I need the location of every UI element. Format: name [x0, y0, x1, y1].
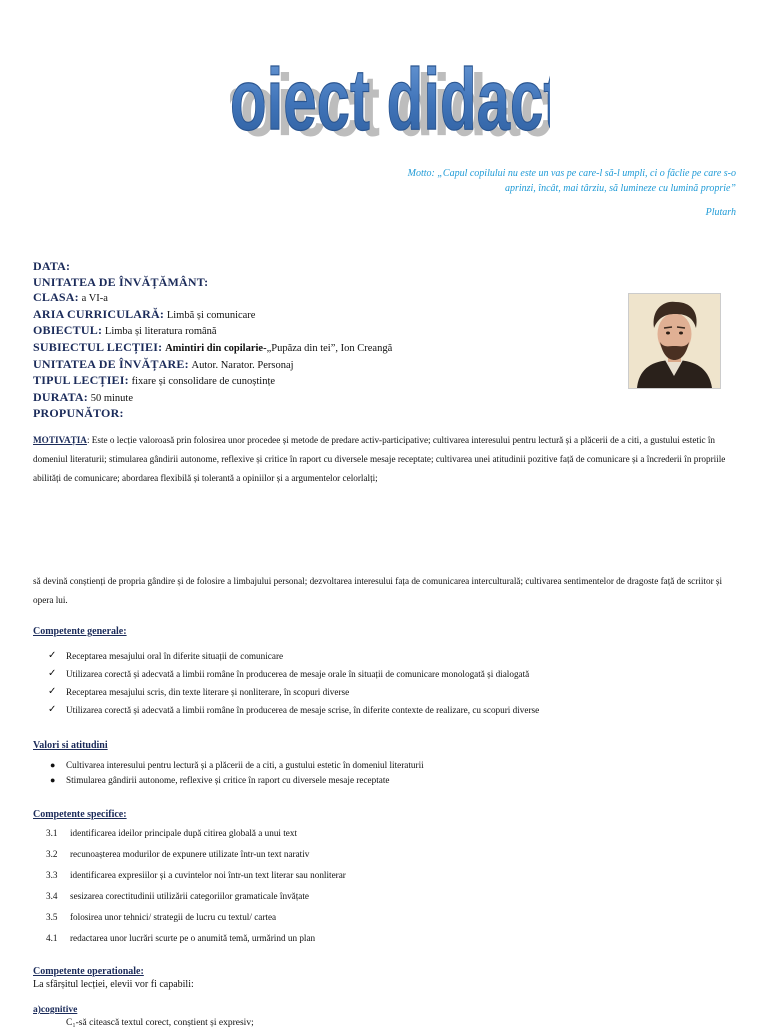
tipul-value: fixare și consolidare de cunoștințe: [131, 376, 276, 388]
list-item: ● Cultivarea interesului pentru lectură și a plăcerii de a citi, a gustului estetic în domeniul literaturii: [48, 758, 748, 773]
subiect-value: „Pupăza din tei”, Ion Creangă: [266, 342, 393, 354]
list-item: 3.3 identificarea expresiilor și a cuvintelor noi într-un text literar sau nonliterar: [46, 870, 346, 880]
motto-author: Plutarh: [705, 207, 736, 218]
operationale-intro: La sfârșitul lecției, elevii vor fi capabili:: [33, 979, 194, 990]
propunator-label: PROPUNĂTOR:: [33, 406, 124, 421]
tipul-label: TIPUL LECȚIEI:: [33, 373, 129, 388]
list-item: 3.1 identificarea ideilor principale după citirea globală a unui text: [46, 828, 298, 838]
list-item: ✓ Utilizarea corectă și adecvată a limbii române în producerea de mesaje orale în situații de comunicare monologată și dialogată: [48, 665, 748, 683]
unitate-label: UNITATEA DE ÎNVĂȚĂMÂNT:: [33, 274, 209, 289]
list-item: 4.1 redactarea unor lucrări scurte pe o anumită temă, urmărind un plan: [46, 933, 316, 943]
title-text: oiect didac: [230, 50, 544, 149]
list-item: 3.2 recunoașterea modurilor de expunere utilizate într-un text narativ: [46, 849, 310, 859]
list-item: ✓ Receptarea mesajului scris, din texte literare și nonliterare, în scopuri diverse: [48, 683, 748, 701]
portrait-image: [629, 294, 720, 388]
motto: [316, 166, 736, 220]
aria-value: Limbă și comunicare: [166, 309, 256, 321]
check-icon: ✓: [48, 686, 57, 697]
competente-specifice-title: Competente specifice:: [33, 809, 127, 820]
list-item: ✓ Receptarea mesajului oral în diferite situații de comunicare: [48, 647, 748, 665]
cognitive-item-c1: C₁-să citească textul corect, conștient și expresiv;: [66, 1018, 254, 1028]
list-item: 3.4 sesizarea corectitudinii utilizării categoriilor gramaticale învățate: [46, 891, 310, 901]
title-art: [230, 34, 550, 154]
wordart-title: [230, 34, 550, 154]
subiect-label: SUBIECTUL LECȚIEI:: [33, 339, 163, 354]
title-shadow: oiect dida: [239, 56, 521, 154]
valori-title: Valori si atitudini: [33, 740, 108, 751]
bullet-icon: ●: [50, 760, 56, 770]
motto-line-1: Motto: „Capul copilului nu este un vas pe care-l să-l umpli, ci o făclie pe care s-o: [407, 168, 736, 179]
competente-specifice-list: [46, 823, 746, 949]
aria-label: ARIA CURRICULARĂ:: [33, 306, 165, 321]
data-label: DATA:: [33, 259, 71, 273]
competente-generale-title: Competente generale:: [33, 626, 127, 637]
subiect-bold: Amintiri din copilarie-: [165, 342, 267, 354]
check-icon: ✓: [48, 650, 57, 661]
cognitive-label: a)cognitive: [33, 1005, 78, 1015]
obiectul-label: OBIECTUL:: [33, 323, 103, 338]
clasa-value: a VI-a: [81, 293, 108, 305]
obiectul-value: Limba și literatura română: [104, 326, 217, 338]
bullet-icon: ●: [50, 775, 56, 785]
durata-label: DURATA:: [33, 389, 88, 404]
list-item: ✓ Utilizarea corectă și adecvată a limbii române în producerea de mesaje scrise, în diferite contexte de realizare, cu scopuri diverse: [48, 701, 748, 719]
check-icon: ✓: [48, 704, 57, 715]
list-item: ● Stimularea gândirii autonome, reflexive și critice în raport cu diversele mesaje receptate: [48, 773, 748, 788]
motivatia-text: : Este o lecție valoroasă prin folosirea unor procedee și metode de predare activ-participative; cultivarea interesului pentru lectură și a plăcerii de a citi, a gustului estetic în domeniul literaturii; stimularea gândirii autonome, reflexive și critice în raport cu diversele mesaje receptate; cultivarea unei atitudinii pozitive față de comunicare și a încrederii în propriile abilități de comunicare; abordarea flexibilă și tolerantă a opiniilor și a argumentelor celorlalți;: [33, 435, 726, 483]
check-icon: ✓: [48, 668, 57, 679]
durata-value: 50 minute: [90, 392, 133, 404]
motivatia-continuation: să devină conștienți de propria gândire și de folosire a limbajului personal; dezvoltarea interesului fața de comunicarea interculturală; cultivarea sentimentelor de dragoste față de scriitor și opera lui.: [33, 576, 723, 605]
unitate-invatare-label: UNITATEA DE ÎNVĂȚARE:: [33, 356, 189, 371]
clasa-label: CLASA:: [33, 290, 79, 305]
lesson-info: [33, 259, 623, 422]
competente-operationale-title: Competente operationale:: [33, 966, 144, 977]
list-item: 3.5 folosirea unor tehnici/ strategii de lucru cu textul/ cartea: [46, 912, 277, 922]
valori-list: [48, 758, 748, 788]
author-portrait: [628, 293, 721, 389]
motivatia-paragraph: [33, 431, 738, 488]
unitate-invatare-value: Autor. Narator. Personaj: [191, 359, 294, 371]
motto-line-2: aprinzi, încât, mai târziu, să lumineze cu lumină proprie”: [504, 183, 736, 194]
competente-generale-list: [48, 647, 748, 719]
motivatia-label: MOTIVAȚIA: [33, 435, 87, 445]
